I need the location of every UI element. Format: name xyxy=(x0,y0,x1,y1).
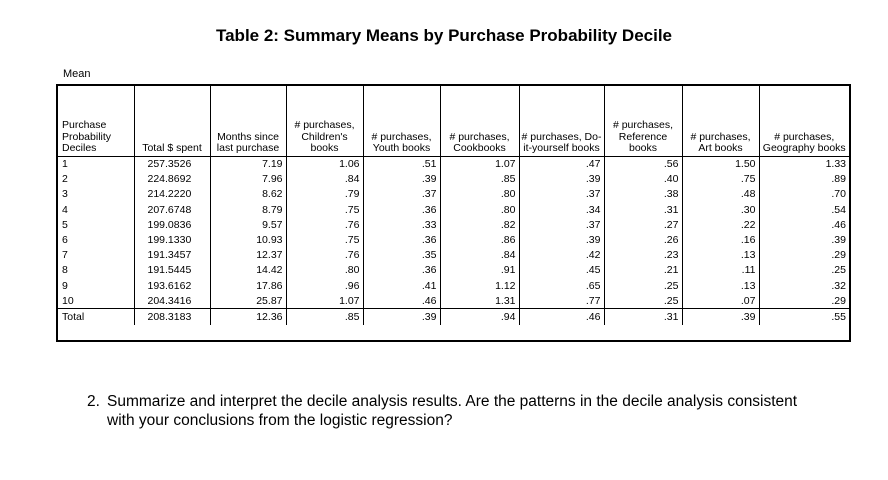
table-cell: .13 xyxy=(682,248,759,263)
table-cell: 199.0836 xyxy=(134,217,210,232)
header-geography-books: # purchases, Geography books xyxy=(759,86,849,156)
table-cell: .27 xyxy=(604,217,682,232)
table-cell: .89 xyxy=(831,173,846,186)
table-cell: .56 xyxy=(604,156,682,172)
mean-label: Mean xyxy=(63,68,91,80)
table-cell: 17.86 xyxy=(210,278,286,293)
table-cell: .86 xyxy=(440,232,519,247)
table-row xyxy=(58,172,849,187)
table-cell: .85 xyxy=(286,309,363,325)
table-cell: .96 xyxy=(286,278,363,293)
table-row xyxy=(58,232,849,247)
table-cell: .25 xyxy=(604,278,682,293)
table-cell: .25 xyxy=(604,293,682,309)
table-cell: .37 xyxy=(519,187,604,202)
table-cell: .39 xyxy=(831,234,846,247)
table-cell: .54 xyxy=(831,203,846,216)
table-cell: .36 xyxy=(363,263,440,278)
table-cell: 7.96 xyxy=(210,172,286,187)
table-cell: .76 xyxy=(286,217,363,232)
total-row xyxy=(58,309,849,325)
table-cell: 1.31 xyxy=(440,293,519,309)
table-row xyxy=(58,248,849,263)
table-row xyxy=(58,202,849,217)
decile-cell: 1 xyxy=(58,156,134,172)
header-deciles: Purchase Probability Deciles xyxy=(58,86,134,156)
table-cell: .34 xyxy=(519,202,604,217)
table-cell: 1.06 xyxy=(286,156,363,172)
table-cell: .76 xyxy=(286,248,363,263)
table-cell: .07 xyxy=(682,293,759,309)
decile-cell: 8 xyxy=(58,263,134,278)
table-cell: .32 xyxy=(831,279,846,292)
table-cell: .35 xyxy=(363,248,440,263)
header-total-spent: Total $ spent xyxy=(134,86,210,156)
header-diy-books: # purchases, Do-it-yourself books xyxy=(519,86,604,156)
table-title: Table 2: Summary Means by Purchase Probability Decile xyxy=(215,26,673,45)
table-cell: .39 xyxy=(363,172,440,187)
table-cell: .75 xyxy=(682,172,759,187)
table-cell: .85 xyxy=(440,172,519,187)
decile-cell: 9 xyxy=(58,278,134,293)
table-cell: .22 xyxy=(682,217,759,232)
decile-cell: 3 xyxy=(58,187,134,202)
table-cell: .41 xyxy=(363,278,440,293)
table-cell: .29 xyxy=(831,249,846,262)
table-cell: .39 xyxy=(682,309,759,325)
header-youth-books: # purchases, Youth books xyxy=(363,86,440,156)
table-cell: .40 xyxy=(604,172,682,187)
table-cell: .31 xyxy=(604,202,682,217)
table-cell: 25.87 xyxy=(210,293,286,309)
table-cell: 257.3526 xyxy=(134,156,210,172)
table-cell: .80 xyxy=(286,263,363,278)
decile-cell: Total xyxy=(58,309,134,325)
table-cell: .31 xyxy=(604,309,682,325)
table-cell: .39 xyxy=(519,172,604,187)
table-cell: .23 xyxy=(604,248,682,263)
table-cell: .36 xyxy=(363,232,440,247)
table-cell: 9.57 xyxy=(210,217,286,232)
table-cell: 1.07 xyxy=(286,293,363,309)
table-cell: .82 xyxy=(440,217,519,232)
table-cell: .70 xyxy=(831,188,846,201)
table-cell: 191.3457 xyxy=(134,248,210,263)
decile-cell: 2 xyxy=(58,172,134,187)
table-body xyxy=(58,156,849,325)
header-row xyxy=(58,86,849,156)
decile-cell: 6 xyxy=(58,232,134,247)
table-cell: .25 xyxy=(831,264,846,277)
table-cell: .46 xyxy=(363,293,440,309)
table-cell: 12.36 xyxy=(210,309,286,325)
table-cell: 224.8692 xyxy=(134,172,210,187)
table-cell: .77 xyxy=(519,293,604,309)
table-row xyxy=(58,278,849,293)
table-cell: .75 xyxy=(286,232,363,247)
table-cell: 214.2220 xyxy=(134,187,210,202)
header-childrens-books: # purchases, Children's books xyxy=(286,86,363,156)
question-text: Summarize and interpret the decile analysis results. Are the patterns in the decile analysis consistent with your conclusions from the logistic regression? xyxy=(107,393,798,429)
table-cell: .80 xyxy=(440,187,519,202)
table-cell: 199.1330 xyxy=(134,232,210,247)
table-row xyxy=(58,217,849,232)
decile-cell: 10 xyxy=(58,293,134,309)
header-reference-books: # purchases, Reference books xyxy=(604,86,682,156)
table-cell: .65 xyxy=(519,278,604,293)
table-cell: .38 xyxy=(604,187,682,202)
table-cell: 1.50 xyxy=(682,156,759,172)
table-cell: .30 xyxy=(682,202,759,217)
decile-cell: 7 xyxy=(58,248,134,263)
table-cell: 12.37 xyxy=(210,248,286,263)
table-cell: .79 xyxy=(286,187,363,202)
table-cell: .84 xyxy=(440,248,519,263)
table-cell: 1.33 xyxy=(825,158,846,171)
decile-cell: 5 xyxy=(58,217,134,232)
table-cell: .39 xyxy=(363,309,440,325)
table-cell: .75 xyxy=(286,202,363,217)
table-cell: 7.19 xyxy=(210,156,286,172)
table-cell: 208.3183 xyxy=(134,309,210,325)
table-cell: .46 xyxy=(519,309,604,325)
table-row xyxy=(58,263,849,278)
header-cookbooks: # purchases, Cookbooks xyxy=(440,86,519,156)
table-cell: .46 xyxy=(831,218,846,231)
table-cell: 193.6162 xyxy=(134,278,210,293)
table-cell: .26 xyxy=(604,232,682,247)
table-cell: .37 xyxy=(363,187,440,202)
table-row xyxy=(58,156,849,172)
table-cell: .36 xyxy=(363,202,440,217)
table-cell: 204.3416 xyxy=(134,293,210,309)
question-number: 2. xyxy=(87,393,100,410)
table-cell: .51 xyxy=(363,156,440,172)
table-cell: .84 xyxy=(286,172,363,187)
table-cell: 14.42 xyxy=(210,263,286,278)
table-cell: .37 xyxy=(519,217,604,232)
table-cell: .47 xyxy=(519,156,604,172)
table-cell: .33 xyxy=(363,217,440,232)
table-cell: .13 xyxy=(682,278,759,293)
table-cell: .48 xyxy=(682,187,759,202)
table-cell: .21 xyxy=(604,263,682,278)
table-cell: .16 xyxy=(682,232,759,247)
table-cell: .42 xyxy=(519,248,604,263)
table-cell: .11 xyxy=(682,263,759,278)
table-cell: .94 xyxy=(440,309,519,325)
table-cell: 1.12 xyxy=(440,278,519,293)
table-cell: .80 xyxy=(440,202,519,217)
table-cell: 8.62 xyxy=(210,187,286,202)
table-cell: 207.6748 xyxy=(134,202,210,217)
table-cell: 1.07 xyxy=(440,156,519,172)
table-row xyxy=(58,187,849,202)
summary-means-table xyxy=(56,84,851,342)
header-months-since-last: Months since last purchase xyxy=(210,86,286,156)
table-cell: .45 xyxy=(519,263,604,278)
table-cell: .29 xyxy=(831,294,846,307)
table-cell: 8.79 xyxy=(210,202,286,217)
table-cell: 191.5445 xyxy=(134,263,210,278)
table-cell: .91 xyxy=(440,263,519,278)
decile-table xyxy=(58,86,849,325)
table-row xyxy=(58,293,849,309)
decile-cell: 4 xyxy=(58,202,134,217)
table-cell: .55 xyxy=(759,309,849,325)
table-cell: .39 xyxy=(519,232,604,247)
header-art-books: # purchases, Art books xyxy=(682,86,759,156)
table-cell: 10.93 xyxy=(210,232,286,247)
